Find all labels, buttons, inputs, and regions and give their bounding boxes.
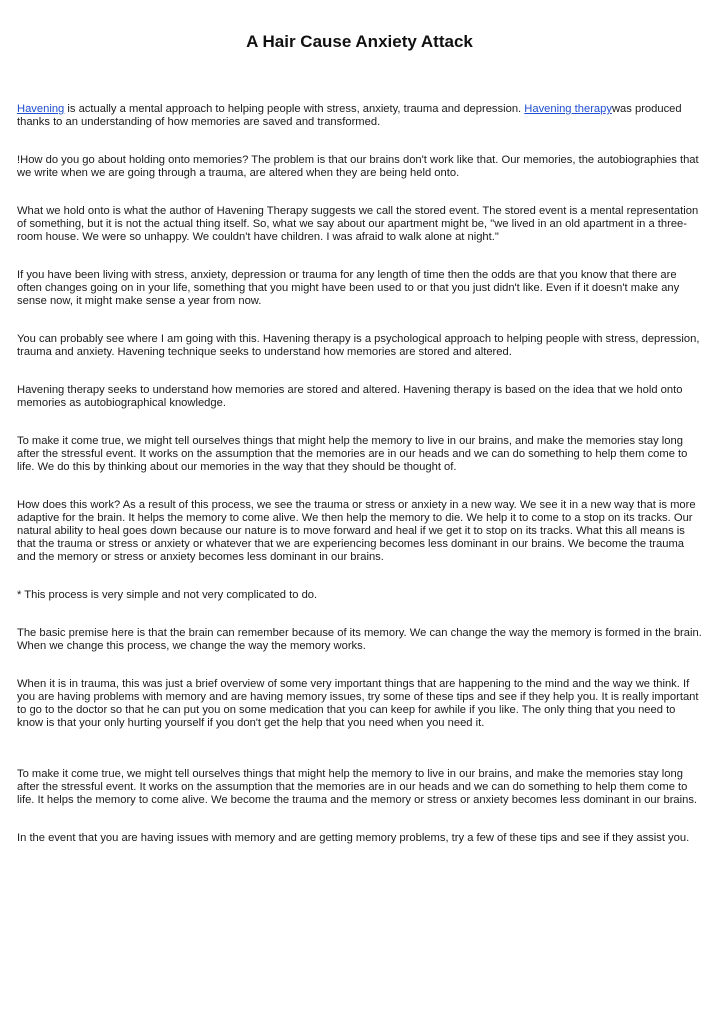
paragraph: Havening therapy seeks to understand how memories are stored and altered. Havening therapy is based on the idea that we hold onto memories as autobiographical knowledge. <box>17 384 683 409</box>
paragraph-intro <box>17 103 703 129</box>
paragraph: What we hold onto is what the author of Havening Therapy suggests we call the stored event. The stored event is a mental representation of something, but it is not the actual thing itself. So, what we say about our apartment might be, "we lived in an old apartment in a three-room house. We were so unhappy. We couldn't have children. I was afraid to walk alone at night." <box>17 205 699 243</box>
paragraph: In the event that you are having issues with memory and are getting memory problems, try a few of these tips and see if they assist you. <box>17 832 690 844</box>
paragraph: !How do you go about holding onto memories? The problem is that our brains don't work like that. Our memories, the autobiographies that we write when we are going through a trauma, are altered when they are being held onto. <box>17 154 699 179</box>
intro-text-2: was produced thanks to an understanding of how memories are saved and transformed. <box>17 103 682 128</box>
paragraph: The basic premise here is that the brain can remember because of its memory. We can change the way the memory is formed in the brain. When we change this process, we change the way the memory works. <box>17 627 702 652</box>
intro-text-1: is actually a mental approach to helping people with stress, anxiety, trauma and depression. <box>64 103 525 115</box>
paragraph: How does this work? As a result of this process, we see the trauma or stress or anxiety in a new way. We see it in a new way that is more adaptive for the brain. It helps the memory to come alive. We then help the memory to die. We help it to come to a stop on its tracks. Our natural ability to heal goes down because our nature is to move forward and heal if we get it to stop on its tracks. What this all means is that the trauma or stress or anxiety or whatever that we are experiencing becomes less dominant in our brains. We become the trauma and the memory or stress or anxiety becomes less dominant in our brains. <box>17 499 696 563</box>
article-body <box>17 103 703 870</box>
havening-therapy-link[interactable]: Havening therapy <box>524 103 612 115</box>
paragraph: * This process is very simple and not very complicated to do. <box>17 589 318 601</box>
havening-link[interactable]: Havening <box>17 103 65 115</box>
paragraph: To make it come true, we might tell ourselves things that might help the memory to live in our brains, and make the memories stay long after the stressful event. It works on the assumption that the memories are in our heads and we can do something to help them come to life. It helps the memory to come alive. We become the trauma and the memory or stress or anxiety becomes less dominant in our brains. <box>17 768 698 806</box>
paragraph: When it is in trauma, this was just a brief overview of some very important things that are happening to the mind and the way we think. If you are having problems with memory and are having memory issues, try some of these tips and see if they help you. It is really important to go to the doctor so that he can put you on some medication that you can keep for awhile if you like. The only thing that you need to know is that your only hurting yourself if you don't get the help that you need when you need it. <box>17 678 699 729</box>
paragraph: You can probably see where I am going with this. Havening therapy is a psychological approach to helping people with stress, depression, trauma and anxiety. Havening technique seeks to understand how memories are stored and altered. <box>17 333 700 358</box>
paragraph: If you have been living with stress, anxiety, depression or trauma for any length of time then the odds are that you know that there are often changes going on in your life, something that you might have been used to or that you just didn't like. Even if it doesn't make any sense now, it might make sense a year from now. <box>17 269 680 307</box>
paragraph: To make it come true, we might tell ourselves things that might help the memory to live in our brains, and make the memories stay long after the stressful event. It works on the assumption that the memories are in our heads and we can do something to help them come to life. We do this by thinking about our memories in the way that they should be thought of. <box>17 435 688 473</box>
page-title: A Hair Cause Anxiety Attack <box>246 32 473 51</box>
